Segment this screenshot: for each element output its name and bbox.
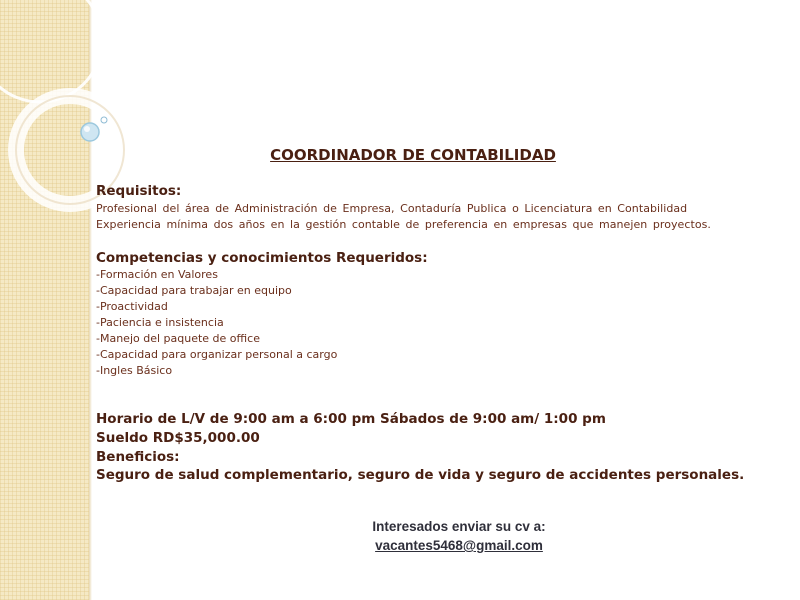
competencia-item: -Formación en Valores (96, 268, 218, 281)
requisito-line: Profesional del área de Administración de Empresa, Contaduría Publica o Licenciatura en Contabilidad (96, 202, 688, 215)
sueldo-text: Sueldo RD$35,000.00 (96, 430, 260, 446)
competencia-item: -Proactividad (96, 300, 168, 313)
contact-email: vacantes5468@gmail.com (375, 538, 543, 553)
beneficios-heading: Beneficios: (96, 449, 180, 465)
requisitos-heading: Requisitos: (96, 183, 182, 199)
requisito-line: Experiencia mínima dos años en la gestión contable de preferencia en empresas que manejen proyectos. (96, 218, 711, 231)
contact-line: Interesados enviar su cv a: (372, 519, 546, 534)
competencia-item: -Ingles Básico (96, 364, 173, 377)
competencia-item: -Paciencia e insistencia (96, 316, 224, 329)
horario-text: Horario de L/V de 9:00 am a 6:00 pm Sábados de 9:00 am/ 1:00 pm (96, 411, 606, 427)
competencia-item: -Capacidad para organizar personal a cargo (96, 348, 338, 361)
beneficios-text: Seguro de salud complementario, seguro de vida y seguro de accidentes personales. (96, 467, 745, 483)
competencia-item: -Capacidad para trabajar en equipo (96, 284, 292, 297)
competencia-item: -Manejo del paquete de office (96, 332, 260, 345)
page-title: COORDINADOR DE CONTABILIDAD (270, 146, 556, 164)
competencias-heading: Competencias y conocimientos Requeridos: (96, 250, 428, 266)
